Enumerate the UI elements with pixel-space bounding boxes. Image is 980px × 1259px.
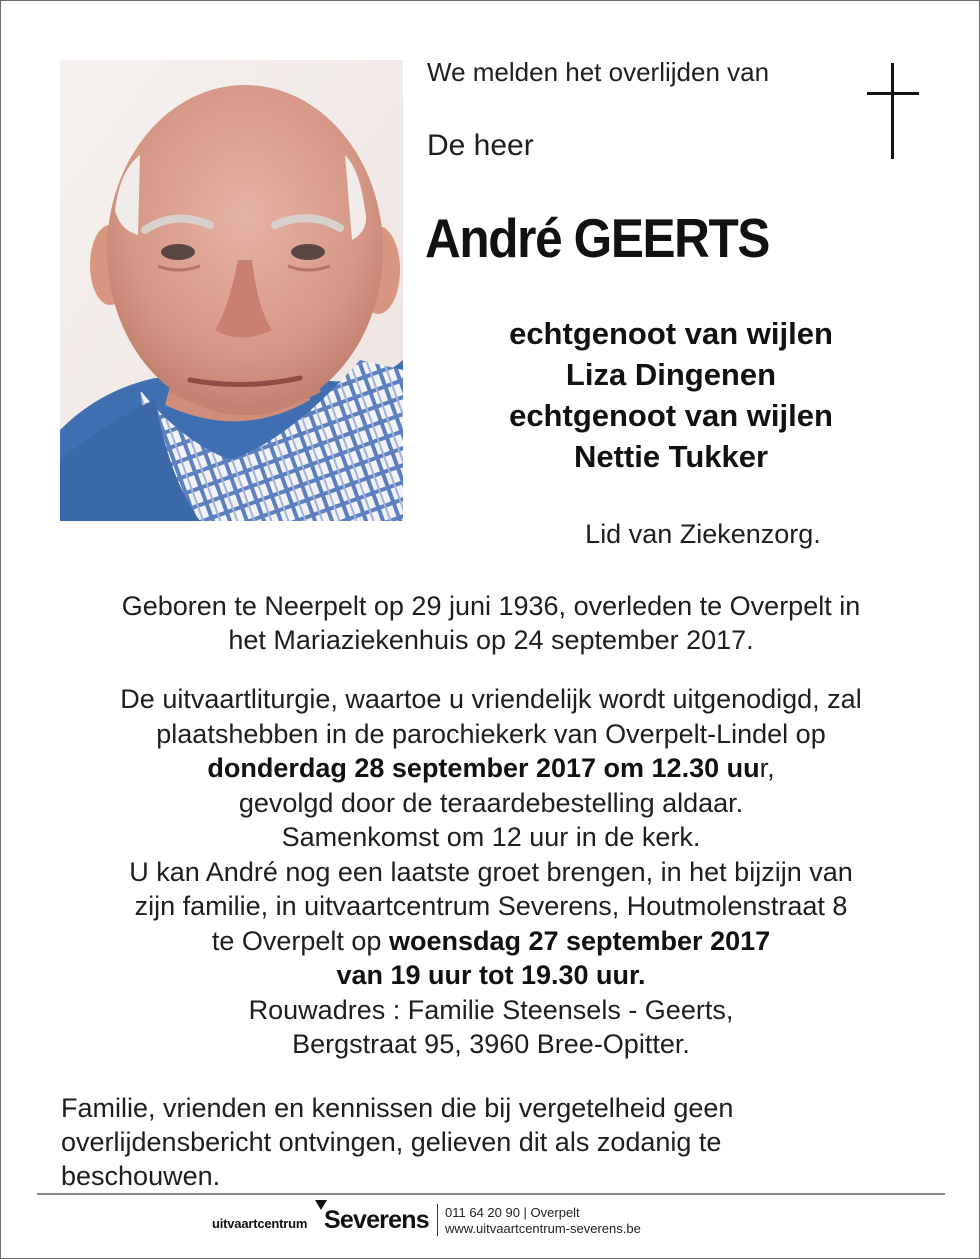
- notice-line: Familie, vrienden en kennissen die bij vergetelheid geen: [61, 1093, 734, 1123]
- visitation-time: van 19 uur tot 19.30 uur.: [336, 960, 646, 990]
- visitation-date-line: [41, 924, 941, 959]
- visitation-prefix: te Overpelt op: [211, 925, 389, 956]
- spouse-block: [421, 313, 921, 477]
- spouse-relation: echtgenoot van wijlen: [509, 398, 833, 433]
- cross-icon: [863, 63, 923, 159]
- birth-line: Geboren te Neerpelt op 29 juni 1936, overleden te Overpelt in: [121, 591, 861, 621]
- footer-separator: [437, 1204, 438, 1236]
- funeral-date: donderdag 28 september 2017 om 12.30 uu: [207, 753, 760, 783]
- spouse-name: Liza Dingenen: [565, 357, 777, 392]
- spouse-relation: echtgenoot van wijlen: [509, 316, 833, 351]
- mourning-address: Bergstraat 95, 3960 Bree-Opitter.: [292, 1029, 690, 1059]
- visitation-date: woensdag 27 september 2017: [388, 925, 771, 956]
- birth-death-paragraph: [41, 589, 941, 657]
- footer-divider: [37, 1193, 945, 1195]
- notice-line: overlijdensbericht ontvingen, gelieven dit als zodanig te: [61, 1127, 722, 1157]
- footer-brand-prefix: uitvaartcentrum: [212, 1216, 308, 1231]
- funeral-line: gevolgd door de teraardebestelling aldaar.: [238, 787, 744, 818]
- membership-line: Lid van Ziekenzorg.: [585, 519, 821, 549]
- honorific: De heer: [427, 129, 534, 162]
- birth-line: het Mariaziekenhuis op 24 september 2017.: [228, 625, 754, 655]
- closing-notice: [61, 1091, 921, 1193]
- portrait-illustration: [60, 60, 403, 521]
- footer-brand-name: Severens: [324, 1206, 429, 1234]
- funeral-line: De uitvaartliturgie, waartoe u vriendelijk wordt uitgenodigd, zal: [120, 684, 862, 714]
- funeral-date-line: [41, 751, 941, 786]
- funeral-paragraph: [41, 682, 941, 1062]
- mourning-address: Rouwadres : Familie Steensels - Geerts,: [248, 994, 734, 1025]
- footer-website: www.uitvaartcentrum-severens.be: [445, 1221, 641, 1236]
- deceased-name: André GEERTS: [425, 207, 770, 269]
- funeral-line: zijn familie, in uitvaartcentrum Severens, Houtmolenstraat 8: [134, 891, 848, 921]
- portrait-photo: [60, 60, 403, 521]
- visitation-time-line: [41, 958, 941, 993]
- notice-line: beschouwen.: [61, 1161, 221, 1191]
- footer-contact: [445, 1205, 641, 1237]
- funeral-line: U kan André nog een laatste groet brengen, in het bijzijn van: [129, 856, 853, 887]
- announcement-intro: We melden het overlijden van: [427, 57, 770, 87]
- footer-phone: 011 64 20 90 | Overpelt: [445, 1205, 580, 1220]
- funeral-date-suffix: r,: [759, 753, 775, 783]
- spouse-name: Nettie Tukker: [573, 439, 769, 474]
- funeral-line: plaatshebben in de parochiekerk van Overpelt-Lindel op: [156, 718, 826, 749]
- funeral-line: Samenkomst om 12 uur in de kerk.: [281, 822, 701, 852]
